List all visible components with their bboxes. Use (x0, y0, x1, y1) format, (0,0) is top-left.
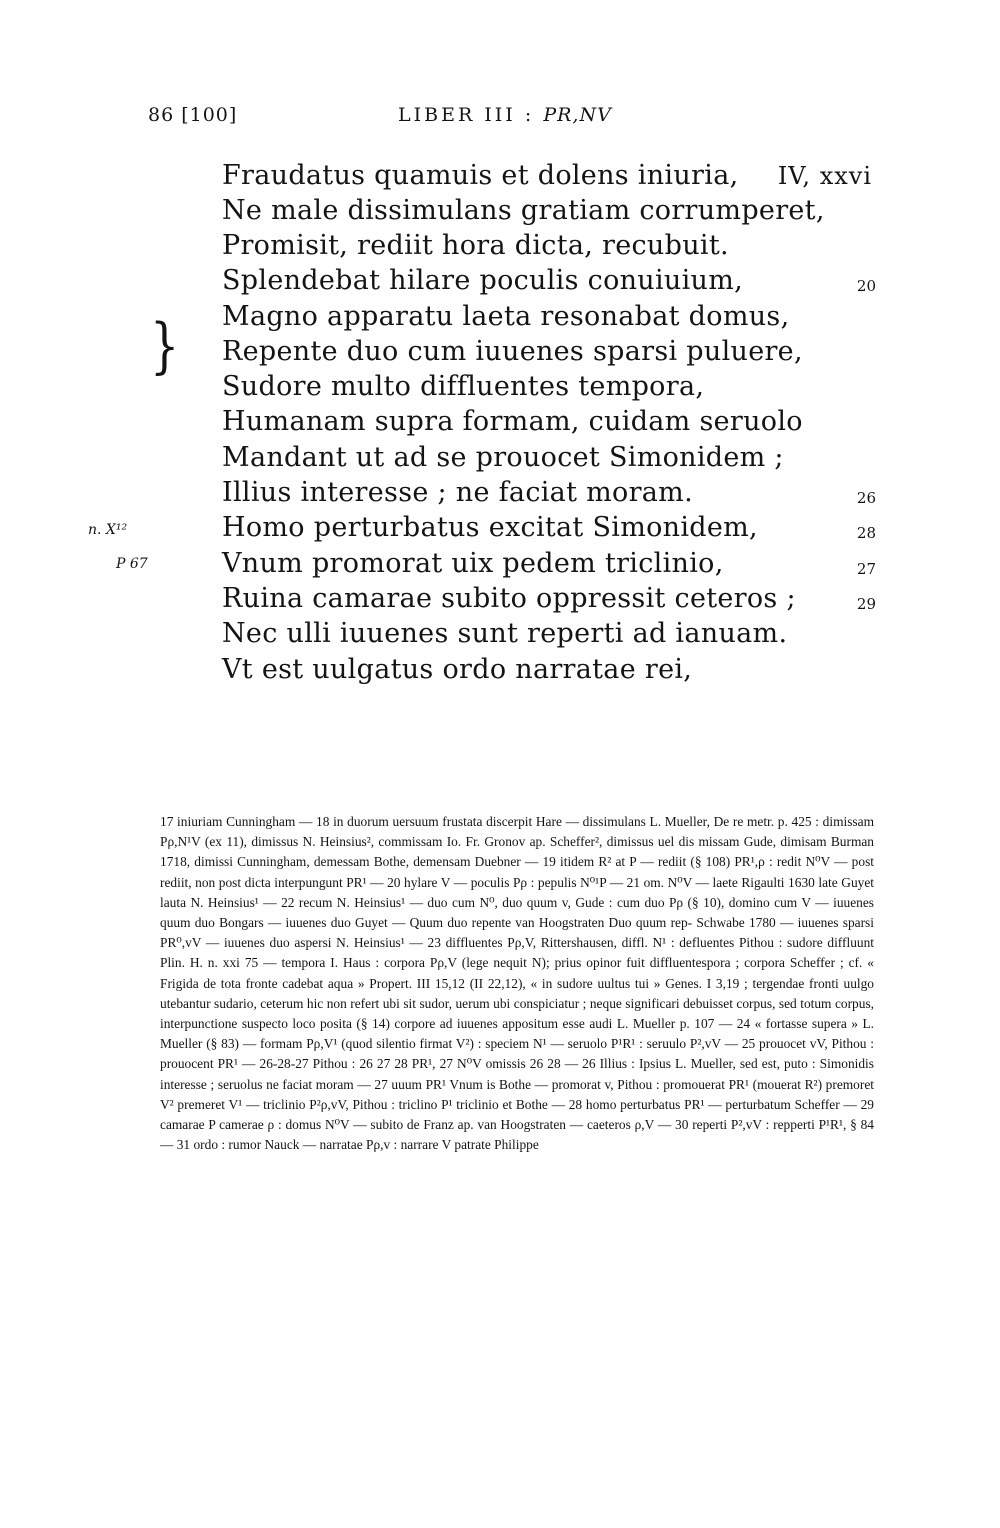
apparatus-text: 17 iniuriam Cunningham — 18 in duorum uersuum frustata discerpit Hare — dissimulans L. Mueller, De re metr. p. 425 : dimissam Pρ,N¹V (ex 11), dimissus N. Heinsius², commissam Io. Fr. Gronov ap. Scheffer², dimissus uel dis missam Gude, dimisam Burman 1718, dimissi Cunningham, demessam Bothe, demensam Duebner — 19 itidem R² at P — rediit (§ 108) PR¹,ρ : redit N⁰V — post rediit, non post dicta interpungunt PR¹ — 20 hylare V — poculis Pρ : pepulis N⁰¹P — 21 om. N⁰V — laete Rigaulti 1630 late Guyet lauta N. Heinsius¹ — 22 recum N. Heinsius¹ — duo cum N⁰, duo quum v, Gude : cum duo Pρ (§ 10), domino cum V — iuuenes quum duo Bongars — iuuenes duo Guyet — Quum duo repente van Hoogstraten Duo quum rep- Schwabe 1780 — iuuenes sparsi PR⁰,vV — iuuenes duo aspersi N. Heinsius¹ — 23 diffluentes Pρ,V, Rittershausen, diffl. N¹ : defluentes Pithou : sudore diffluunt Plin. H. n. xxi 75 — tempora I. Haus : corpora Pρ,V (lege nequit N); prius opinor fuit diffluentespora ; corpora Scheffer ; cf. « Frigida de tota fronte cadebat aqua » Propert. III 15,12 (II 22,12), « in sudore uultus tui » Genes. I 3,19 ; tergendae fronti uulgo utebantur sudario, ceterum hic non refert ubi sit sudor, uerum ubi conspiciatur ; neque significari debuisset corpus, sed totum corpus, interpunctione suspecto loco posita (§ 14) corpore ad iuuenes appositum esse audi L. Mueller p. 107 — 24 « fortasse supera » L. Mueller (§ 83) — formam Pρ,V¹ (quod silentio firmat V²) : speciem N¹ — seruolo P¹R¹ : seruulo P²,vV — 25 prouocet vV, Pithou : prouocent PR¹ — 26-28-27 Pithou : 26 27 28 PR¹, 27 N⁰V omissis 26 28 — 26 Illius : Ipsius L. Mueller, sed est, puto : Simonidis interesse ; seruolus ne faciat moram — 27 uuum PR¹ Vnum is Bothe — promorat v, Pithou : promouerat PR¹ (mouerat R²) premoret V² premeret V¹ — triclinio P²ρ,vV, Pithou : triclino P¹ triclinio et Bothe — 28 homo perturbatus PR¹ — perturbatum Scheffer — 29 camarae P camerae ρ : domus N⁰V — subito de Franz ap. van Hoogstraten — caeteros ρ,V — 30 reperti P²,vV : repperti P¹R¹, § 84 — 31 ordo : rumor Nauck — narratae Pρ,v : narrare V patrate Philippe (160, 814, 874, 1153)
verse-line (0, 265, 1000, 301)
running-title-text: LIBER III : (398, 104, 535, 126)
critical-apparatus (160, 812, 874, 1155)
margin-sigla: P 67 (116, 556, 148, 572)
verse-line-text: Splendebat hilare poculis conuiuium, (222, 265, 744, 296)
verse-line-text: Homo perturbatus excitat Simonidem, (222, 512, 758, 543)
running-title (398, 104, 612, 126)
verse-line-text: Promisit, rediit hora dicta, recubuit. (222, 230, 729, 261)
line-number: 27 (856, 560, 876, 578)
running-header (140, 104, 900, 134)
verse-line-text: Sudore multo diffluentes tempora, (222, 371, 705, 402)
margin-sigla: n. X¹² (88, 522, 128, 538)
line-number: 28 (856, 524, 876, 542)
line-number: 26 (856, 489, 876, 507)
running-title-sigla: PR,NV (543, 104, 612, 126)
verse-line (0, 160, 1000, 196)
verse-line (0, 406, 1000, 442)
verse-line-text: Repente duo cum iuuenes sparsi puluere, (222, 336, 803, 367)
verse-line-text: Vt est uulgatus ordo narratae rei, (222, 654, 693, 685)
verse-line-text: Humanam supra formam, cuidam seruolo (222, 406, 803, 437)
verse-line-text: Illius interesse ; ne faciat moram. (222, 477, 693, 508)
verse-line (0, 442, 1000, 478)
fable-reference: IV, xxvi (777, 162, 872, 190)
verse-line-text: Mandant ut ad se prouocet Simonidem ; (222, 442, 784, 473)
verse-line-text: Fraudatus quamuis et dolens iniuria, (222, 160, 739, 191)
margin-brace: } (150, 309, 180, 381)
verse-line-text: Vnum promorat uix pedem triclinio, (222, 548, 724, 579)
verse-line-text: Ruina camarae subito oppressit ceteros ; (222, 583, 796, 614)
verse-line (0, 230, 1000, 266)
verse-line (0, 618, 1000, 654)
verse-line-text: Nec ulli iuuenes sunt reperti ad ianuam. (222, 618, 788, 649)
verse-line-text: Ne male dissimulans gratiam corrumperet, (222, 195, 825, 226)
verse-line (0, 477, 1000, 513)
verse-line (0, 548, 1000, 584)
verse-line (0, 512, 1000, 548)
line-number: 20 (856, 277, 876, 295)
page-number: 86 [100] (148, 104, 238, 126)
verse-line-text: Magno apparatu laeta resonabat domus, (222, 301, 790, 332)
verse-line (0, 654, 1000, 690)
verse-line (0, 195, 1000, 231)
line-number: 29 (856, 595, 876, 613)
verse-line (0, 583, 1000, 619)
